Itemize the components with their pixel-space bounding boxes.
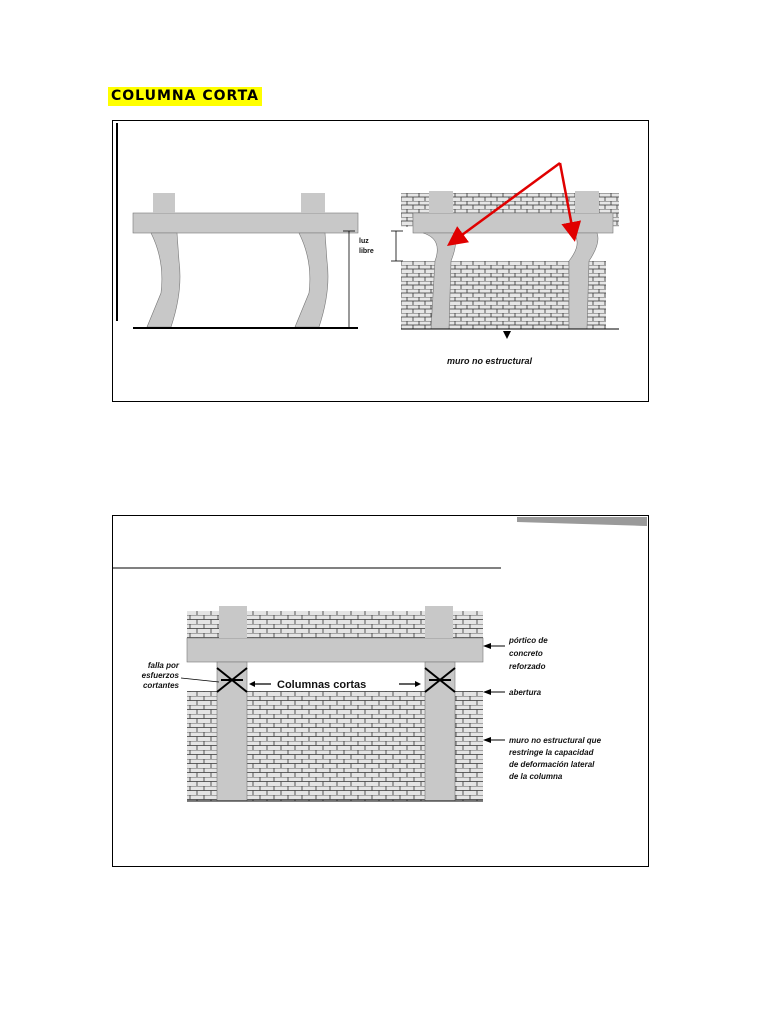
page-title: COLUMNA CORTA [108,87,262,106]
opening-label: abertura [509,688,542,697]
non-structural-wall-label: muro no estructural [447,356,533,366]
short-columns-label: Columnas cortas [277,679,367,691]
wall-label-3: de deformación lateral [509,760,595,769]
clear-height-label-1: luz [359,238,369,245]
shear-failure-label-3: cortantes [142,681,179,690]
concrete-frame-label-3: reforzado [509,662,546,671]
wall-label-1: muro no estructural que [509,736,602,745]
frame-with-wall [391,191,619,329]
deformed-frame [133,193,358,328]
figure-short-column-deformation [112,120,649,402]
concrete-frame-label-2: concreto [509,649,543,658]
pointer-opening-icon [483,689,491,695]
wall-label-2: restringe la capacidad [509,748,594,757]
figure1-drawing [113,121,648,401]
pointer-wall-icon [483,737,491,743]
figure2-drawing [113,516,648,866]
pointer-frame-icon [483,643,491,649]
arrow-left-icon [249,681,255,687]
figure-short-column-shear-failure [112,515,649,867]
clear-height-label-2: libre [359,248,374,255]
wall-label-4: de la columna [509,772,563,781]
pointer-arrow-icon [503,331,511,339]
scan-artifact [517,517,647,526]
shear-failure-label-1: falla por [147,661,179,670]
concrete-frame-label-1: pórtico de [509,636,548,645]
arrow-right-icon [415,681,421,687]
shear-failure-leader [181,678,219,682]
shear-failure-label-2: esfuerzos [141,671,179,680]
frame-wall-drawing [187,606,483,801]
